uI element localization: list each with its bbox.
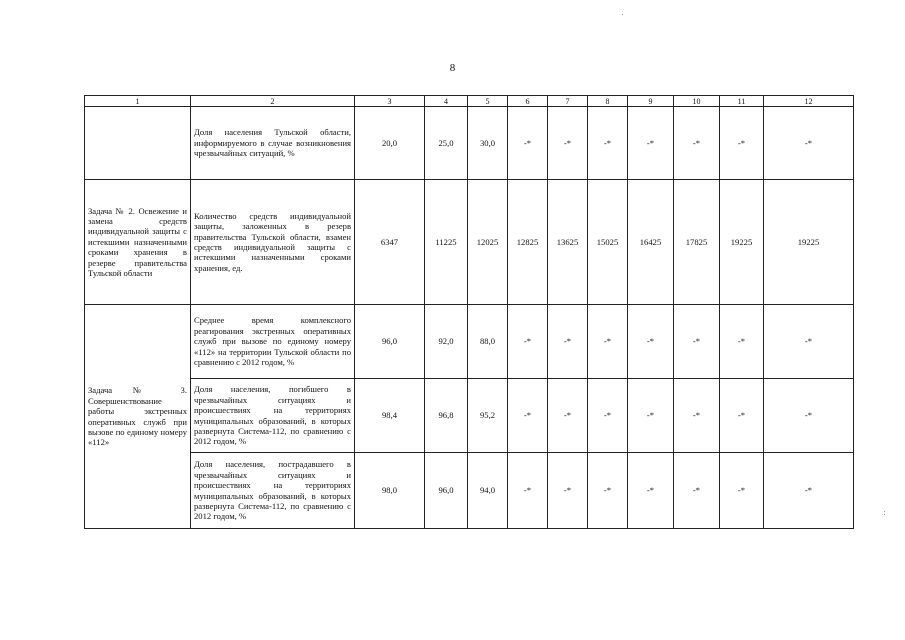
table-header-row [85,96,854,107]
indicator-cell: Доля населения, погибшего в чрезвычайных ситуациях и происшествиях на территориях муниципальных образований, в которых развернута Система-112, по сравнению с 2012 годом, % [191,379,355,453]
table-row [85,379,854,453]
scan-speck [884,511,885,512]
value-cell: -* [674,107,720,180]
value-cell: 95,2 [468,379,508,453]
indicator-cell: Доля населения, пострадавшего в чрезвычайных ситуациях и происшествиях на территориях муниципальных образований, в которых развернута Система-112, по сравнению с 2012 годом, % [191,453,355,529]
value-cell: 92,0 [425,305,468,379]
value-cell: -* [548,107,588,180]
column-header: 5 [468,96,508,107]
value-cell: -* [628,453,674,529]
column-header: 11 [720,96,764,107]
scan-speck [884,514,885,515]
value-cell: 88,0 [468,305,508,379]
value-cell: -* [628,305,674,379]
value-cell: 19225 [764,180,854,305]
value-cell: -* [508,107,548,180]
value-cell: 96,8 [425,379,468,453]
value-cell: 96,0 [425,453,468,529]
indicator-cell: Количество средств индивидуальной защиты, заложенных в резерв правительства Тульской области, взамен средств индивидуальной защиты с истекшими назначенными сроками хранения, ед. [191,180,355,305]
indicator-cell: Доля населения Тульской области, информируемого в случае возникновения чрезвычайных ситуаций, % [191,107,355,180]
value-cell: 16425 [628,180,674,305]
value-cell: 11225 [425,180,468,305]
value-cell: -* [674,305,720,379]
value-cell: -* [628,107,674,180]
table-row [85,305,854,379]
value-cell: 30,0 [468,107,508,180]
column-header: 4 [425,96,468,107]
indicators-table [84,95,854,529]
value-cell: 13625 [548,180,588,305]
value-cell: 15025 [588,180,628,305]
value-cell: -* [548,379,588,453]
value-cell: 25,0 [425,107,468,180]
column-header: 3 [355,96,425,107]
column-header: 8 [588,96,628,107]
value-cell: -* [628,379,674,453]
table-row [85,453,854,529]
value-cell: -* [588,453,628,529]
value-cell: -* [588,107,628,180]
task-cell: Задача № 3. Совершенствование работы экстренных оперативных служб при вызове по единому номеру «112» [85,305,191,529]
value-cell: 98,4 [355,379,425,453]
value-cell: -* [508,305,548,379]
task-cell: Задача № 2. Освежение и замена средств индивидуальной защиты с истекшими назначенными сроками хранения в резерве правительства Тульской области [85,180,191,305]
value-cell: -* [548,305,588,379]
value-cell: -* [720,107,764,180]
value-cell: 12025 [468,180,508,305]
value-cell: -* [720,379,764,453]
column-header: 7 [548,96,588,107]
value-cell: 94,0 [468,453,508,529]
indicator-cell: Среднее время комплексного реагирования экстренных оперативных служб при вызове по единому номеру «112» на территории Тульской области по сравнению с 2012 годом, % [191,305,355,379]
value-cell: -* [508,379,548,453]
value-cell: -* [764,107,854,180]
column-header: 2 [191,96,355,107]
column-header: 10 [674,96,720,107]
value-cell: -* [588,379,628,453]
value-cell: 12825 [508,180,548,305]
value-cell: 20,0 [355,107,425,180]
column-header: 6 [508,96,548,107]
value-cell: 17825 [674,180,720,305]
value-cell: 96,0 [355,305,425,379]
value-cell: 98,0 [355,453,425,529]
value-cell: -* [764,305,854,379]
column-header: 9 [628,96,674,107]
value-cell: -* [674,379,720,453]
value-cell: 19225 [720,180,764,305]
value-cell: -* [720,453,764,529]
task-cell [85,107,191,180]
table-row [85,107,854,180]
page-number: 8 [449,62,456,74]
value-cell: 6347 [355,180,425,305]
value-cell: -* [674,453,720,529]
value-cell: -* [720,305,764,379]
value-cell: -* [764,453,854,529]
value-cell: -* [508,453,548,529]
value-cell: -* [764,379,854,453]
table-row [85,180,854,305]
scan-speck [622,14,623,15]
column-header: 1 [85,96,191,107]
value-cell: -* [588,305,628,379]
value-cell: -* [548,453,588,529]
column-header: 12 [764,96,854,107]
